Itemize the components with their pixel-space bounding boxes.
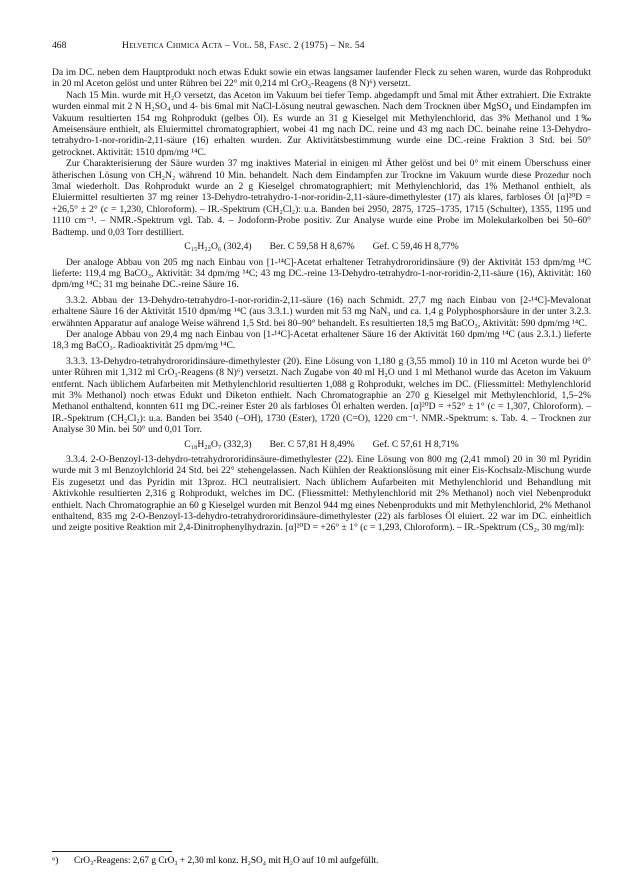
elemental-analysis-2 bbox=[52, 439, 591, 450]
paragraph-6: Der analoge Abbau von 29,4 mg nach Einbau von [1-¹⁴C]-Acetat erhaltener Säure 16 der Aktivität 160 dpm/mg ¹⁴C (aus 2.3.1.) lieferte 18,3 mg BaCO₃. Radioaktivität 25 dpm/mg ¹⁴C. bbox=[52, 328, 591, 352]
paragraph-4: Der analoge Abbau von 205 mg nach Einbau von [1-¹⁴C]-Acetat erhaltener Tetrahydrororidinsäure (9) der Aktivität 153 dpm/mg ¹⁴C lieferte: 119,4 mg BaCO₃, Aktivität: 34 dpm/mg ¹⁴C; 43 mg DC.-reine 13-Dehydro-tetrahydro-1-nor-roridin-2,11-säure (16), Aktivität: 160 dpm/mg ¹⁴C; 31 mg beinahe DC.-reine Säure 16. bbox=[52, 256, 591, 291]
running-header bbox=[52, 40, 591, 54]
molecular-formula: C₁₅H₂₂O₆ (302,4) bbox=[184, 241, 252, 253]
footnote-text: CrO₃-Reagens: 2,67 g CrO₃ + 2,30 ml konz. H₂SO₄ mit H₂O auf 10 ml aufgefüllt. bbox=[74, 856, 379, 866]
footnote-mark: ⁶) bbox=[52, 856, 59, 866]
elemental-analysis-1 bbox=[52, 241, 591, 252]
footnote-divider bbox=[52, 851, 172, 852]
found-values: Gef. C 57,61 H 8,71% bbox=[372, 438, 459, 450]
molecular-formula: C₁₈H₂₈O₇ (332,3) bbox=[184, 438, 252, 450]
paragraph-1: Da im DC. neben dem Hauptprodukt noch etwas Edukt sowie ein etwas langsamer laufender Fleck zu sehen waren, wurde das Rohprodukt in 20 ml Aceton gelöst und unter Rühren bei 22° mit 0,214 ml CrO₃-Reagens (8 N)⁶) versetzt. bbox=[52, 67, 591, 90]
paragraph-2: Nach 15 Min. wurde mit H₂O versetzt, das Aceton im Vakuum bei tiefer Temp. abgedampft und 5mal mit Äther extrahiert. Die Extrakte wurden einmal mit 2 N H₂SO₄ und 4- bis 6mal mit NaCl-Lösung neutral gewaschen. Nach dem Trocknen über MgSO₄ und Eindampfen im Vakuum resultierten 154 mg Rohprodukt (gelbes Öl). Es wurde an 31 g Kieselgel mit Methylenchlorid, das 3% Methanol und 1‰ Ameisensäure enthielt, als Eluiermittel chromatographiert, wobei 41 mg nach DC. reine und 43 mg nach DC. beinahe reine 13-Dehydro-tetrahydro-1-nor-roridin-2,11-säure (16) erhalten wurden. Zur Aktivitätsbestimmung wurde eine DC.-reine Fraktion 3 Std. bei 50° getrocknet. Aktivität: 1510 dpm/mg ¹⁴C. bbox=[52, 89, 591, 158]
running-title: Helvetica Chimica Acta – Vol. 58, Fasc. 2 (1975) – Nr. 54 bbox=[122, 40, 365, 51]
section-3-3-4: 3.3.4. 2-O-Benzoyl-13-dehydro-tetrahydrororidinsäure-dimethylester (22). Eine Lösung von 800 mg (2,41 mmol) 20 in 30 ml Pyridin wurde mit 3 ml Benzoylchlorid 24 Std. bei 22° stehengelassen. Nach Kühlen der Reaktionslösung mit einer Eis-Kochsalz-Mischung wurde Eis zugesetzt und das Pyridin mit 13proz. HCl neutralisiert. Nach üblichem Aufarbeiten mit Methylenchlorid und Behandlung mit Aktivkohle resultierten 2,316 g Rohprodukt, welches im DC. (Fliessmittel: Methylenchlorid mit 2% Methanol) noch viel Nebenprodukt enthielt. Nach Chromatographie an 60 g Kieselgel wurden mit Benzol 944 mg eines Nebenprodukts und mit Methylenchlorid, 2% Methanol enthaltend, 835 mg 2-O-Benzoyl-13-dehydro-tetrahydrororidinsäure-dimethylester (22) als farbloses Öl eluiert. 22 war im DC. einheitlich und zeigte positive Reaktion mit 2,4-Dinitrophenylhydrazin. [α]²⁰D = +26° ± 1° (c = 1,293, Chloroform). – IR.-Spektrum (CS₂, 30 mg/ml): bbox=[52, 454, 591, 534]
section-3-3-2: 3.3.2. Abbau der 13-Dehydro-tetrahydro-1-nor-roridin-2,11-säure (16) nach Schmidt. 27,7 mg nach Einbau von [2-¹⁴C]-Mevalonat erhaltene Säure 16 der Aktivität 1510 dpm/mg ¹⁴C (aus 3.3.1.) wurden mit 53 mg NaN₃ und ca. 1,4 g Polyphosphorsäure in der unter 3.2.3. erwähnten Apparatur auf analoge Weise während 1,5 Std. bei 80–90° behandelt. Es resultierten 18,5 mg BaCO₃, Aktivität: 590 dpm/mg ¹⁴C. bbox=[52, 294, 591, 329]
calculated-values: Ber. C 57,81 H 8,49% bbox=[269, 438, 355, 450]
page-number: 468 bbox=[52, 40, 67, 51]
calculated-values: Ber. C 59,58 H 8,67% bbox=[269, 241, 355, 253]
paragraph-3: Zur Charakterisierung der Säure wurden 37 mg inaktives Material in einigen ml Äther gelöst und bei 0° mit einem Überschuss einer ätherischen Lösung von CH₂N₂ während 10 Min. behandelt. Nach dem Eindampfen zur Trockne im Vakuum wurde diese Prozedur noch 3mal wiederholt. Das Rohprodukt wurde an 2 g Kieselgel chromatographiert; mit Methylenchlorid, das 1% Methanol enthielt, als Eluiermittel resultierten 37 mg reiner 13-Dehydro-tetrahydro-1-nor-roridin-2,11-säure-dimethylester (17) als klares, farbloses Öl [α]²⁰D = +26,5° ± 2° (c = 1,230, Chloroform). – IR.-Spektrum (CH₂Cl₂): u.a. Banden bei 2950, 2875, 1725–1735, 1715 (Schulter), 1355, 1195 und 1110 cm⁻¹. – NMR.-Spektrum vgl. Tab. 4. – Jodoform-Probe positiv. Zur Analyse wurde eine Probe im Molekularkolben bei 50–60° Badtemp. und 0,03 Torr destilliert. bbox=[52, 158, 591, 238]
footnote bbox=[52, 856, 378, 867]
found-values: Gef. C 59,46 H 8,77% bbox=[372, 241, 459, 253]
section-3-3-3: 3.3.3. 13-Dehydro-tetrahydrororidinsäure-dimethylester (20). Eine Lösung von 1,180 g (3,55 mmol) 10 in 110 ml Aceton wurde bei 0° unter Rühren mit 1,312 ml CrO₃-Reagens (8 N)⁶) versetzt. Nach Zugabe von 40 ml H₂O und 1 ml Methanol wurde das Aceton im Vakuum entfernt. Nach üblichem Aufarbeiten mit Methylenchlorid resultierten 1,088 g Rohprodukt, welches im DC. (Fliessmittel: Methylenchlorid mit 3% Methanol) noch etwas Edukt und Diketon enthielt. Nach Chromatographie an 270 g Kieselgel mit Methylenchlorid, 1,5–2% Methanol enthaltend, konnten 611 mg DC.-reiner Ester 20 als farbloses Öl erhalten werden. [α]²⁰D = +52° ± 1° (c = 1,307, Chloroform). – IR.-Spektrum (CH₂Cl₂): u.a. Banden bei 3540 (–OH), 1730 (Ester), 1720 (C=O), 1220 cm⁻¹. NMR.-Spektrum: s. Tab. 4. – Trocknen zur Analyse 30 Min. bei 50° und 0,01 Torr. bbox=[52, 355, 591, 436]
